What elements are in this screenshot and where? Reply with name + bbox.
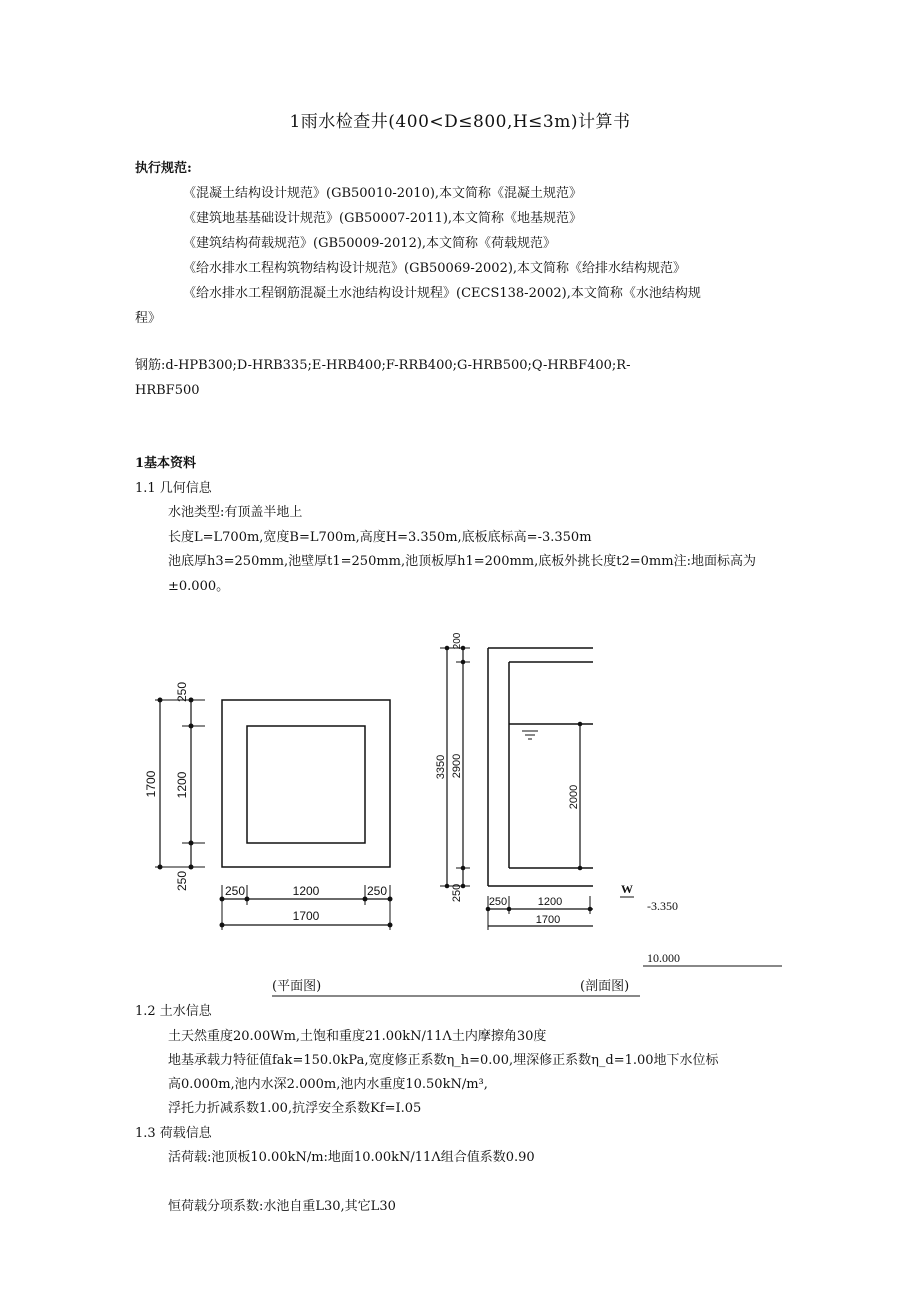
plan-view [155,700,390,930]
soil-line: 浮托力折减系数1.00,抗浮安全系数Kf=I.05 [168,1101,422,1116]
plan-dim-bottom-mid: 1200 [292,884,320,898]
elevation-label: -3.350 [647,899,678,913]
geo-ground-level: ±0.000。 [168,579,230,594]
plan-dim-left-mid: 1200 [175,771,189,799]
section-dim-left-bottom: 250 [451,883,463,903]
load-line: 恒荷载分项系数:水池自重L30,其它L30 [168,1199,396,1214]
section-dim-left-mid: 2900 [451,753,463,779]
norm-item: 《建筑地基基础设计规范》(GB50007-2011),本文简称《地基规范》 [183,211,583,226]
soil-line: 土天然重度20.00Wm,土饱和重度21.00kN/11Λ土内摩擦角30度 [168,1029,547,1044]
section-dim-bottom-left: 250 [488,896,508,908]
norm-item: 《给水排水工程钢筋混凝土水池结构设计规程》(CECS138-2002),本文简称《水池结构规 [183,286,701,301]
subsection-heading: 1.3 荷载信息 [135,1126,212,1141]
geo-thickness: 池底厚h3=250mm,池壁厚t1=250mm,池顶板厚h1=200mm,底板外挑长度t2=0mm注:地面标高为 [168,554,756,569]
caption-section: (剖面图) [580,979,630,994]
page-title: 1雨水检查井(400<D≤800,H≤3m)计算书 [289,112,631,132]
w-label: W [621,882,633,896]
soil-line: 地基承载力特征值fak=150.0kPa,宽度修正系数η_h=0.00,埋深修正系数η_d=1.00地下水位标 [168,1053,719,1068]
section-dim-bottom-total: 1700 [535,914,561,926]
subsection-heading: 1.1 几何信息 [135,481,212,496]
plan-dim-bottom-total: 1700 [292,909,320,923]
plan-dim-bottom-left: 250 [224,884,246,898]
norm-item-continuation: 程》 [135,311,162,326]
rebar-line: 钢筋:d-HPB300;D-HRB335;E-HRB400;F-RRB400;G-HRB500;Q-HRBF400;R- [135,358,631,373]
geo-dims: 长度L=L700m,宽度B=L700m,高度H=3.350m,底板底标高=-3.350m [168,530,592,545]
plan-dim-left-total: 1700 [144,770,158,798]
norms-heading: 执行规范: [135,161,192,176]
plan-dim-bottom-right: 250 [366,884,388,898]
caption-plan: (平面图) [272,979,322,994]
plan-dim-left-top: 250 [175,681,189,703]
geo-type: 水池类型:有顶盖半地上 [168,505,303,520]
plan-dim-ticks [158,698,393,928]
section-dim-left-top: 200 [452,632,463,650]
plan-inner-wall [247,726,365,843]
elevation-label: 10.000 [647,951,680,965]
soil-line: 高0.000m,池内水深2.000m,池内水重度10.50kN/m³, [168,1077,488,1092]
load-line: 活荷载:池顶板10.00kN/m:地面10.00kN/11Λ组合值系数0.90 [168,1150,535,1165]
subsection-heading: 1.2 土水信息 [135,1004,212,1019]
section-water-depth: 2000 [568,784,580,810]
rebar-line-cont: HRBF500 [135,383,200,398]
norm-item: 《给水排水工程构筑物结构设计规范》(GB50069-2002),本文简称《给排水结构规范》 [183,261,687,276]
norm-item: 《混凝土结构设计规范》(GB50010-2010),本文简称《混凝土规范》 [183,186,583,201]
section-dim-bottom-mid: 1200 [537,896,563,908]
section-dim-ticks [445,646,593,912]
plan-dim-left-bottom: 250 [175,870,189,892]
section-heading: 1基本资料 [135,456,197,471]
section-dim-left-total: 3350 [435,754,447,780]
norm-item: 《建筑结构荷载规范》(GB50009-2012),本文简称《荷载规范》 [183,236,557,251]
